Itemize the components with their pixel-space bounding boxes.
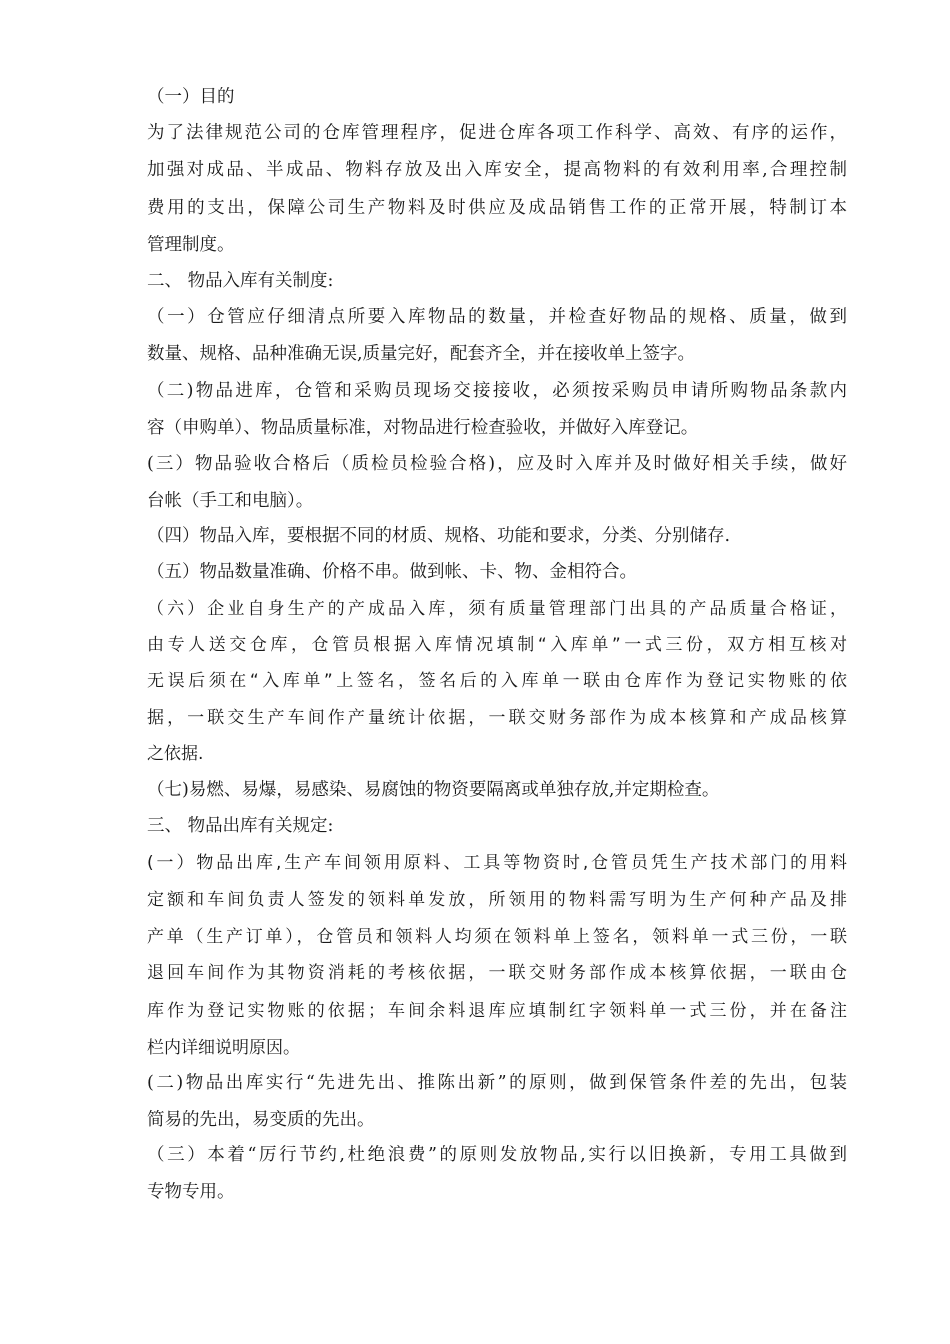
- section-heading: 二、 物品入库有关制度:: [147, 271, 334, 291]
- paragraph-line: 据，一联交生产车间作产量统计依据，一联交财务部作为成本核算和产成品核算: [147, 708, 847, 728]
- paragraph-line: 专物专用。: [147, 1182, 235, 1202]
- paragraph-line: （七)易燃、易爆，易感染、易腐蚀的物资要隔离或单独存放,并定期检查。: [147, 780, 720, 800]
- section-heading: 三、 物品出库有关规定:: [147, 816, 334, 836]
- paragraph-line: 退回车间作为其物资消耗的考核依据，一联交财务部作成本核算依据，一联由仓: [147, 963, 847, 983]
- paragraph-line: （一）仓管应仔细清点所要入库物品的数量，并检查好物品的规格、质量，做到: [147, 307, 847, 327]
- paragraph-line: 为了法律规范公司的仓库管理程序，促进仓库各项工作科学、高效、有序的运作，: [147, 123, 847, 143]
- paragraph-line: 管理制度。: [147, 235, 235, 255]
- paragraph-line: 库作为登记实物账的依据；车间余料退库应填制红字领料单一式三份，并在备注: [147, 1001, 847, 1021]
- paragraph-line: 由专人送交仓库，仓管员根据入库情况填制“入库单”一式三份，双方相互核对: [147, 635, 847, 655]
- paragraph-line: （二)物品进库，仓管和采购员现场交接接收，必须按采购员申请所购物品条款内: [147, 381, 847, 401]
- paragraph-line: 容（申购单）、物品质量标准，对物品进行检查验收，并做好入库登记。: [147, 418, 699, 438]
- paragraph-line: （三）本着“厉行节约,杜绝浪费”的原则发放物品,实行以旧换新，专用工具做到: [147, 1145, 847, 1165]
- paragraph-line: (一）物品出库,生产车间领用原料、工具等物资时,仓管员凭生产技术部门的用料: [147, 853, 847, 873]
- paragraph-line: 数量、规格、品种准确无误,质量完好，配套齐全，并在接收单上签字。: [147, 344, 696, 364]
- section-heading: （一）目的: [147, 87, 235, 107]
- paragraph-line: 台帐（手工和电脑）。: [147, 491, 314, 511]
- paragraph-line: （四）物品入库，要根据不同的材质、规格、功能和要求，分类、分别储存.: [147, 526, 731, 546]
- paragraph-line: 产单（生产订单），仓管员和领料人均须在领料单上签名，领料单一式三份，一联: [147, 927, 847, 947]
- paragraph-line: 加强对成品、半成品、物料存放及出入库安全，提高物料的有效利用率,合理控制: [147, 160, 847, 180]
- paragraph-line: (二)物品出库实行“先进先出、推陈出新”的原则，做到保管条件差的先出，包装: [147, 1073, 847, 1093]
- paragraph-line: （六）企业自身生产的产成品入库，须有质量管理部门出具的产品质量合格证，: [147, 599, 847, 619]
- paragraph-line: （五）物品数量准确、价格不串。做到帐、卡、物、金相符合。: [147, 562, 637, 582]
- paragraph-line: 无误后须在“入库单”上签名，签名后的入库单一联由仓库作为登记实物账的依: [147, 671, 847, 691]
- paragraph-line: 栏内详细说明原因。: [147, 1038, 300, 1058]
- paragraph-line: 之依据.: [147, 744, 204, 764]
- paragraph-line: (三）物品验收合格后（质检员检验合格)，应及时入库并及时做好相关手续，做好: [147, 454, 847, 474]
- paragraph-line: 定额和车间负责人签发的领料单发放，所领用的物料需写明为生产何种产品及排: [147, 890, 847, 910]
- paragraph-line: 简易的先出，易变质的先出。: [147, 1110, 375, 1130]
- paragraph-line: 费用的支出，保障公司生产物料及时供应及成品销售工作的正常开展，特制订本: [147, 198, 847, 218]
